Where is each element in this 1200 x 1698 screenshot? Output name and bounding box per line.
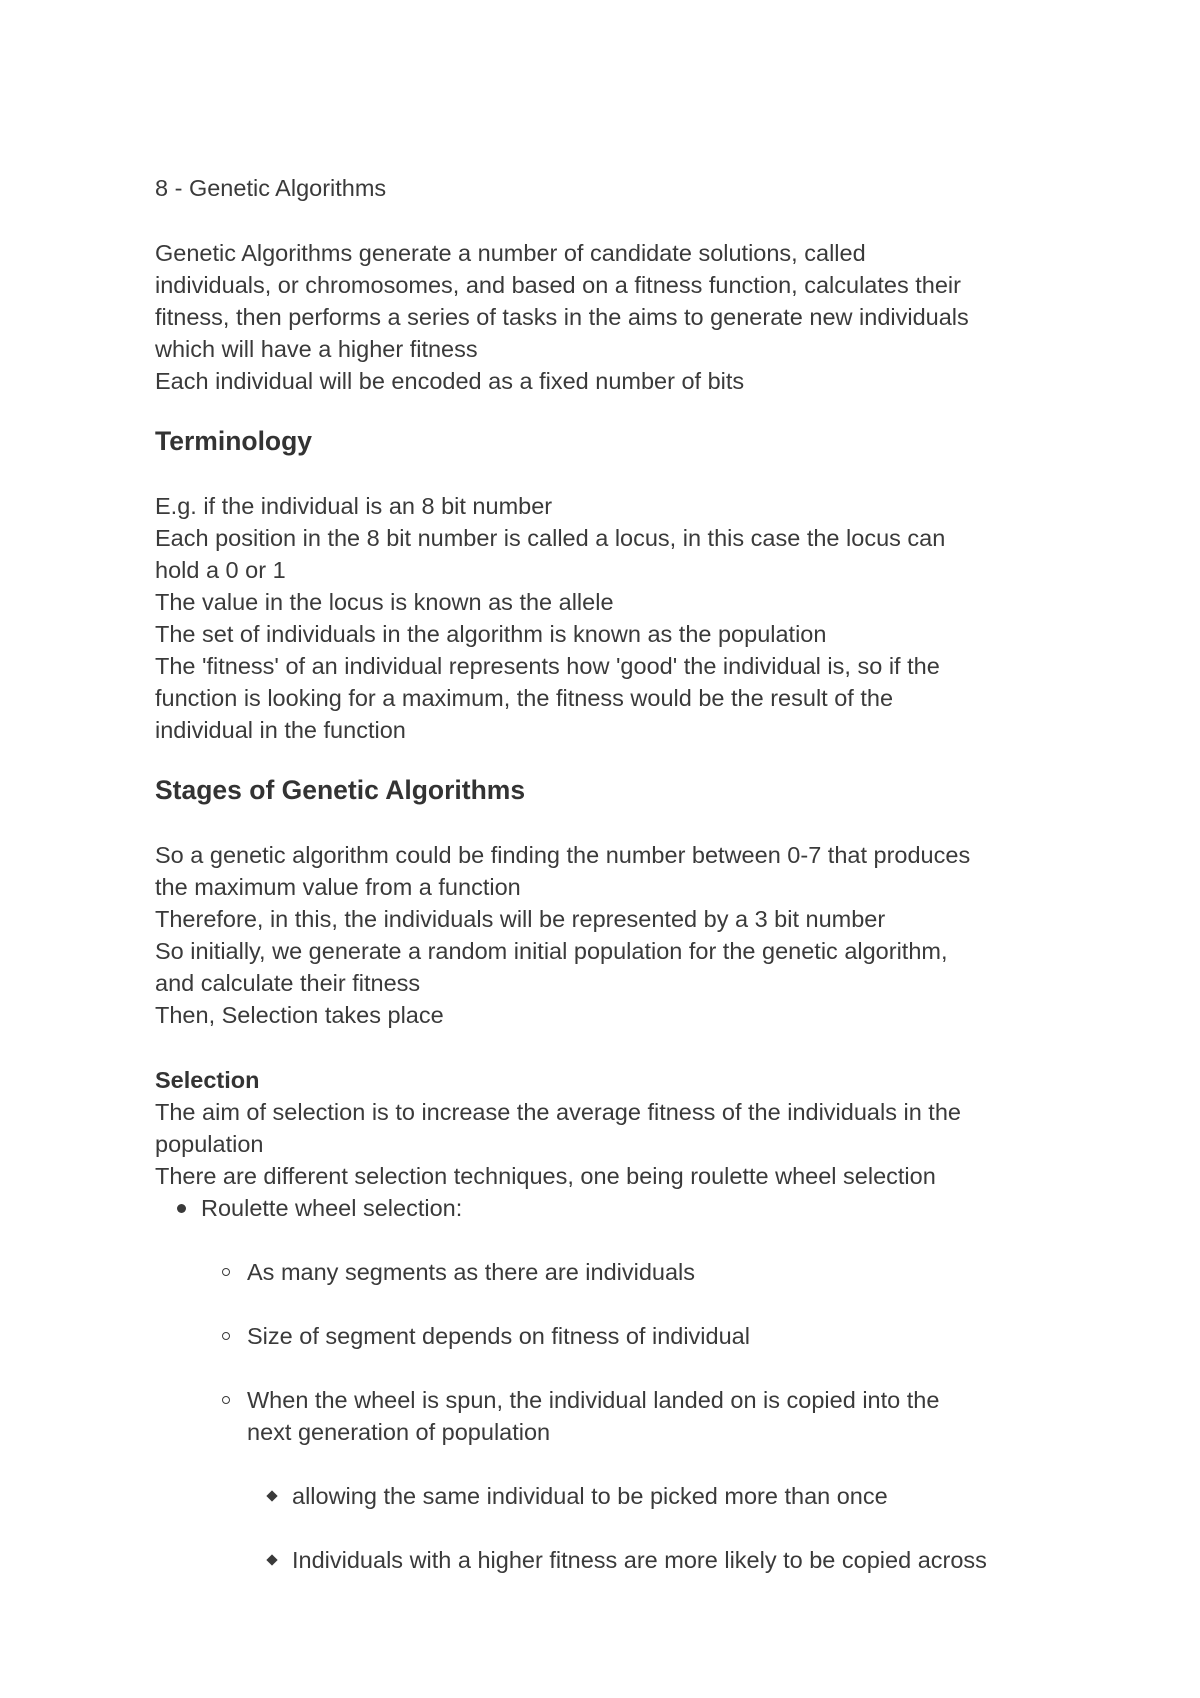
stages-paragraph [155,839,1075,1031]
stages-line: Therefore, in this, the individuals will be represented by a 3 bit number [155,906,886,932]
intro-line: Genetic Algorithms generate a number of candidate solutions, called [155,240,866,266]
terminology-line: The value in the locus is known as the allele [155,589,614,615]
list-item-text: Roulette wheel selection: [201,1195,463,1221]
document-title: 8 - Genetic Algorithms [155,175,387,201]
intro-paragraph [155,237,1075,397]
diamond-bullet-icon [264,1544,280,1576]
list-item [155,1544,1075,1576]
hollow-bullet-icon [218,1256,234,1288]
list-item [155,1480,1075,1512]
selection-line: There are different selection techniques, one being roulette wheel selection [155,1163,936,1189]
intro-line: Each individual will be encoded as a fixed number of bits [155,368,745,394]
terminology-line: individual in the function [155,717,406,743]
stages-line: So initially, we generate a random initial population for the genetic algorithm, [155,938,948,964]
terminology-line: The 'fitness' of an individual represents how 'good' the individual is, so if the [155,653,940,679]
filled-bullet-icon [173,1192,189,1224]
selection-line: population [155,1131,264,1157]
stages-line: So a genetic algorithm could be finding the number between 0-7 that produces [155,842,971,868]
document-page [155,172,1075,1576]
hollow-bullet-icon [218,1384,234,1416]
list-item-text: allowing the same individual to be picked more than once [292,1483,888,1509]
list-item [155,1256,1075,1288]
intro-line: individuals, or chromosomes, and based on a fitness function, calculates their [155,272,961,298]
stages-line: Then, Selection takes place [155,1002,444,1028]
list-item-text: As many segments as there are individuals [247,1259,696,1285]
list-item-text: When the wheel is spun, the individual landed on is copied into the [247,1387,940,1413]
list-item [155,1192,1075,1224]
stages-line: and calculate their fitness [155,970,421,996]
intro-line: which will have a higher fitness [155,336,478,362]
selection-heading: Selection [155,1067,260,1093]
selection-line: The aim of selection is to increase the average fitness of the individuals in the [155,1099,961,1125]
list-item-text: next generation of population [247,1419,551,1445]
intro-line: fitness, then performs a series of tasks in the aims to generate new individuals [155,304,969,330]
stages-line: the maximum value from a function [155,874,521,900]
terminology-line: Each position in the 8 bit number is called a locus, in this case the locus can [155,525,946,551]
terminology-heading: Terminology [155,426,313,456]
terminology-line: function is looking for a maximum, the fitness would be the result of the [155,685,894,711]
terminology-line: E.g. if the individual is an 8 bit number [155,493,553,519]
selection-bullet-list [155,1192,1075,1576]
terminology-line: The set of individuals in the algorithm is known as the population [155,621,827,647]
hollow-bullet-icon [218,1320,234,1352]
selection-paragraph [155,1096,1075,1192]
terminology-paragraph [155,490,1075,746]
list-item [155,1384,1075,1448]
terminology-line: hold a 0 or 1 [155,557,286,583]
diamond-bullet-icon [264,1480,280,1512]
list-item-text: Individuals with a higher fitness are more likely to be copied across [292,1547,987,1573]
stages-heading: Stages of Genetic Algorithms [155,775,526,805]
list-item-text: Size of segment depends on fitness of individual [247,1323,750,1349]
list-item [155,1320,1075,1352]
